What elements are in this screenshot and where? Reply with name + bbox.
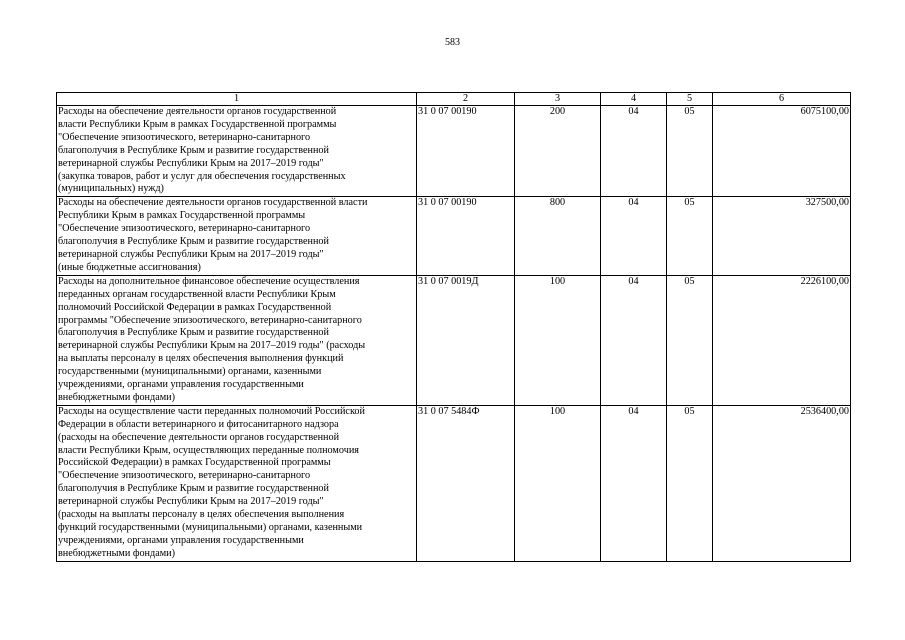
subsection-code: 05 (667, 405, 713, 561)
section-code: 04 (601, 197, 667, 275)
target-article-code: 31 0 07 00190 (417, 106, 515, 197)
table-body (57, 106, 851, 562)
page-number: 583 (445, 37, 460, 48)
expense-description: Расходы на дополнительное финансовое обеспечение осуществления переданных органам государственной власти Республики Крым полномочий Российской Федерации в рамках Государственной программы "Обеспечение эпизоотического, ветеринарно-санитарного благополучия в Республике Крым и развитие государственной ветеринарной службы Республики Крым на 2017–2019 годы" (расходы на выплаты персоналу в целях обеспечения выполнения функций государственными (муниципальными) органами, казенными учреждениями, органами управления государственными внебюджетными фондами) (57, 275, 417, 405)
expense-type-code: 100 (515, 275, 601, 405)
subsection-code: 05 (667, 197, 713, 275)
expense-type-code: 200 (515, 106, 601, 197)
column-header-6: 6 (713, 93, 851, 106)
target-article-code: 31 0 07 0019Д (417, 275, 515, 405)
subsection-code: 05 (667, 275, 713, 405)
expense-type-code: 800 (515, 197, 601, 275)
expense-description: Расходы на обеспечение деятельности органов государственной власти Республики Крым в рамках Государственной программы "Обеспечение эпизоотического, ветеринарно-санитарного благополучия в Республике Крым и развитие государственной ветеринарной службы Республики Крым на 2017–2019 годы" (закупка товаров, работ и услуг для обеспечения государственных (муниципальных) нужд) (57, 106, 417, 197)
column-header-2: 2 (417, 93, 515, 106)
column-header-5: 5 (667, 93, 713, 106)
table-row (57, 197, 851, 275)
table-header (57, 93, 851, 106)
column-header-1: 1 (57, 93, 417, 106)
expense-description: Расходы на осуществление части переданных полномочий Российской Федерации в области ветеринарного и фитосанитарного надзора (расходы на обеспечение деятельности органов государственной власти Республики Крым, осуществляющих переданные полномочия Российской Федерации) в рамках Государственной программы "Обеспечение эпизоотического, ветеринарно-санитарного благополучия в Республике Крым и развитие государственной ветеринарной службы Республики Крым на 2017–2019 годы" (расходы на выплаты персоналу в целях обеспечения выполнения функций государственными (муниципальными) органами, казенными учреждениями, органами управления государственными внебюджетными фондами) (57, 405, 417, 561)
expense-type-code: 100 (515, 405, 601, 561)
column-header-3: 3 (515, 93, 601, 106)
budget-table (56, 92, 851, 562)
target-article-code: 31 0 07 5484Ф (417, 405, 515, 561)
section-code: 04 (601, 106, 667, 197)
section-code: 04 (601, 405, 667, 561)
table-row (57, 106, 851, 197)
header-row (57, 93, 851, 106)
column-header-4: 4 (601, 93, 667, 106)
table-row (57, 405, 851, 561)
amount-value: 2226100,00 (713, 275, 851, 405)
amount-value: 327500,00 (713, 197, 851, 275)
amount-value: 6075100,00 (713, 106, 851, 197)
expense-description: Расходы на обеспечение деятельности органов государственной власти Республики Крым в рамках Государственной программы "Обеспечение эпизоотического, ветеринарно-санитарного благополучия в Республике Крым и развитие государственной ветеринарной службы Республики Крым на 2017–2019 годы" (иные бюджетные ассигнования) (57, 197, 417, 275)
section-code: 04 (601, 275, 667, 405)
amount-value: 2536400,00 (713, 405, 851, 561)
table-row (57, 275, 851, 405)
target-article-code: 31 0 07 00190 (417, 197, 515, 275)
subsection-code: 05 (667, 106, 713, 197)
